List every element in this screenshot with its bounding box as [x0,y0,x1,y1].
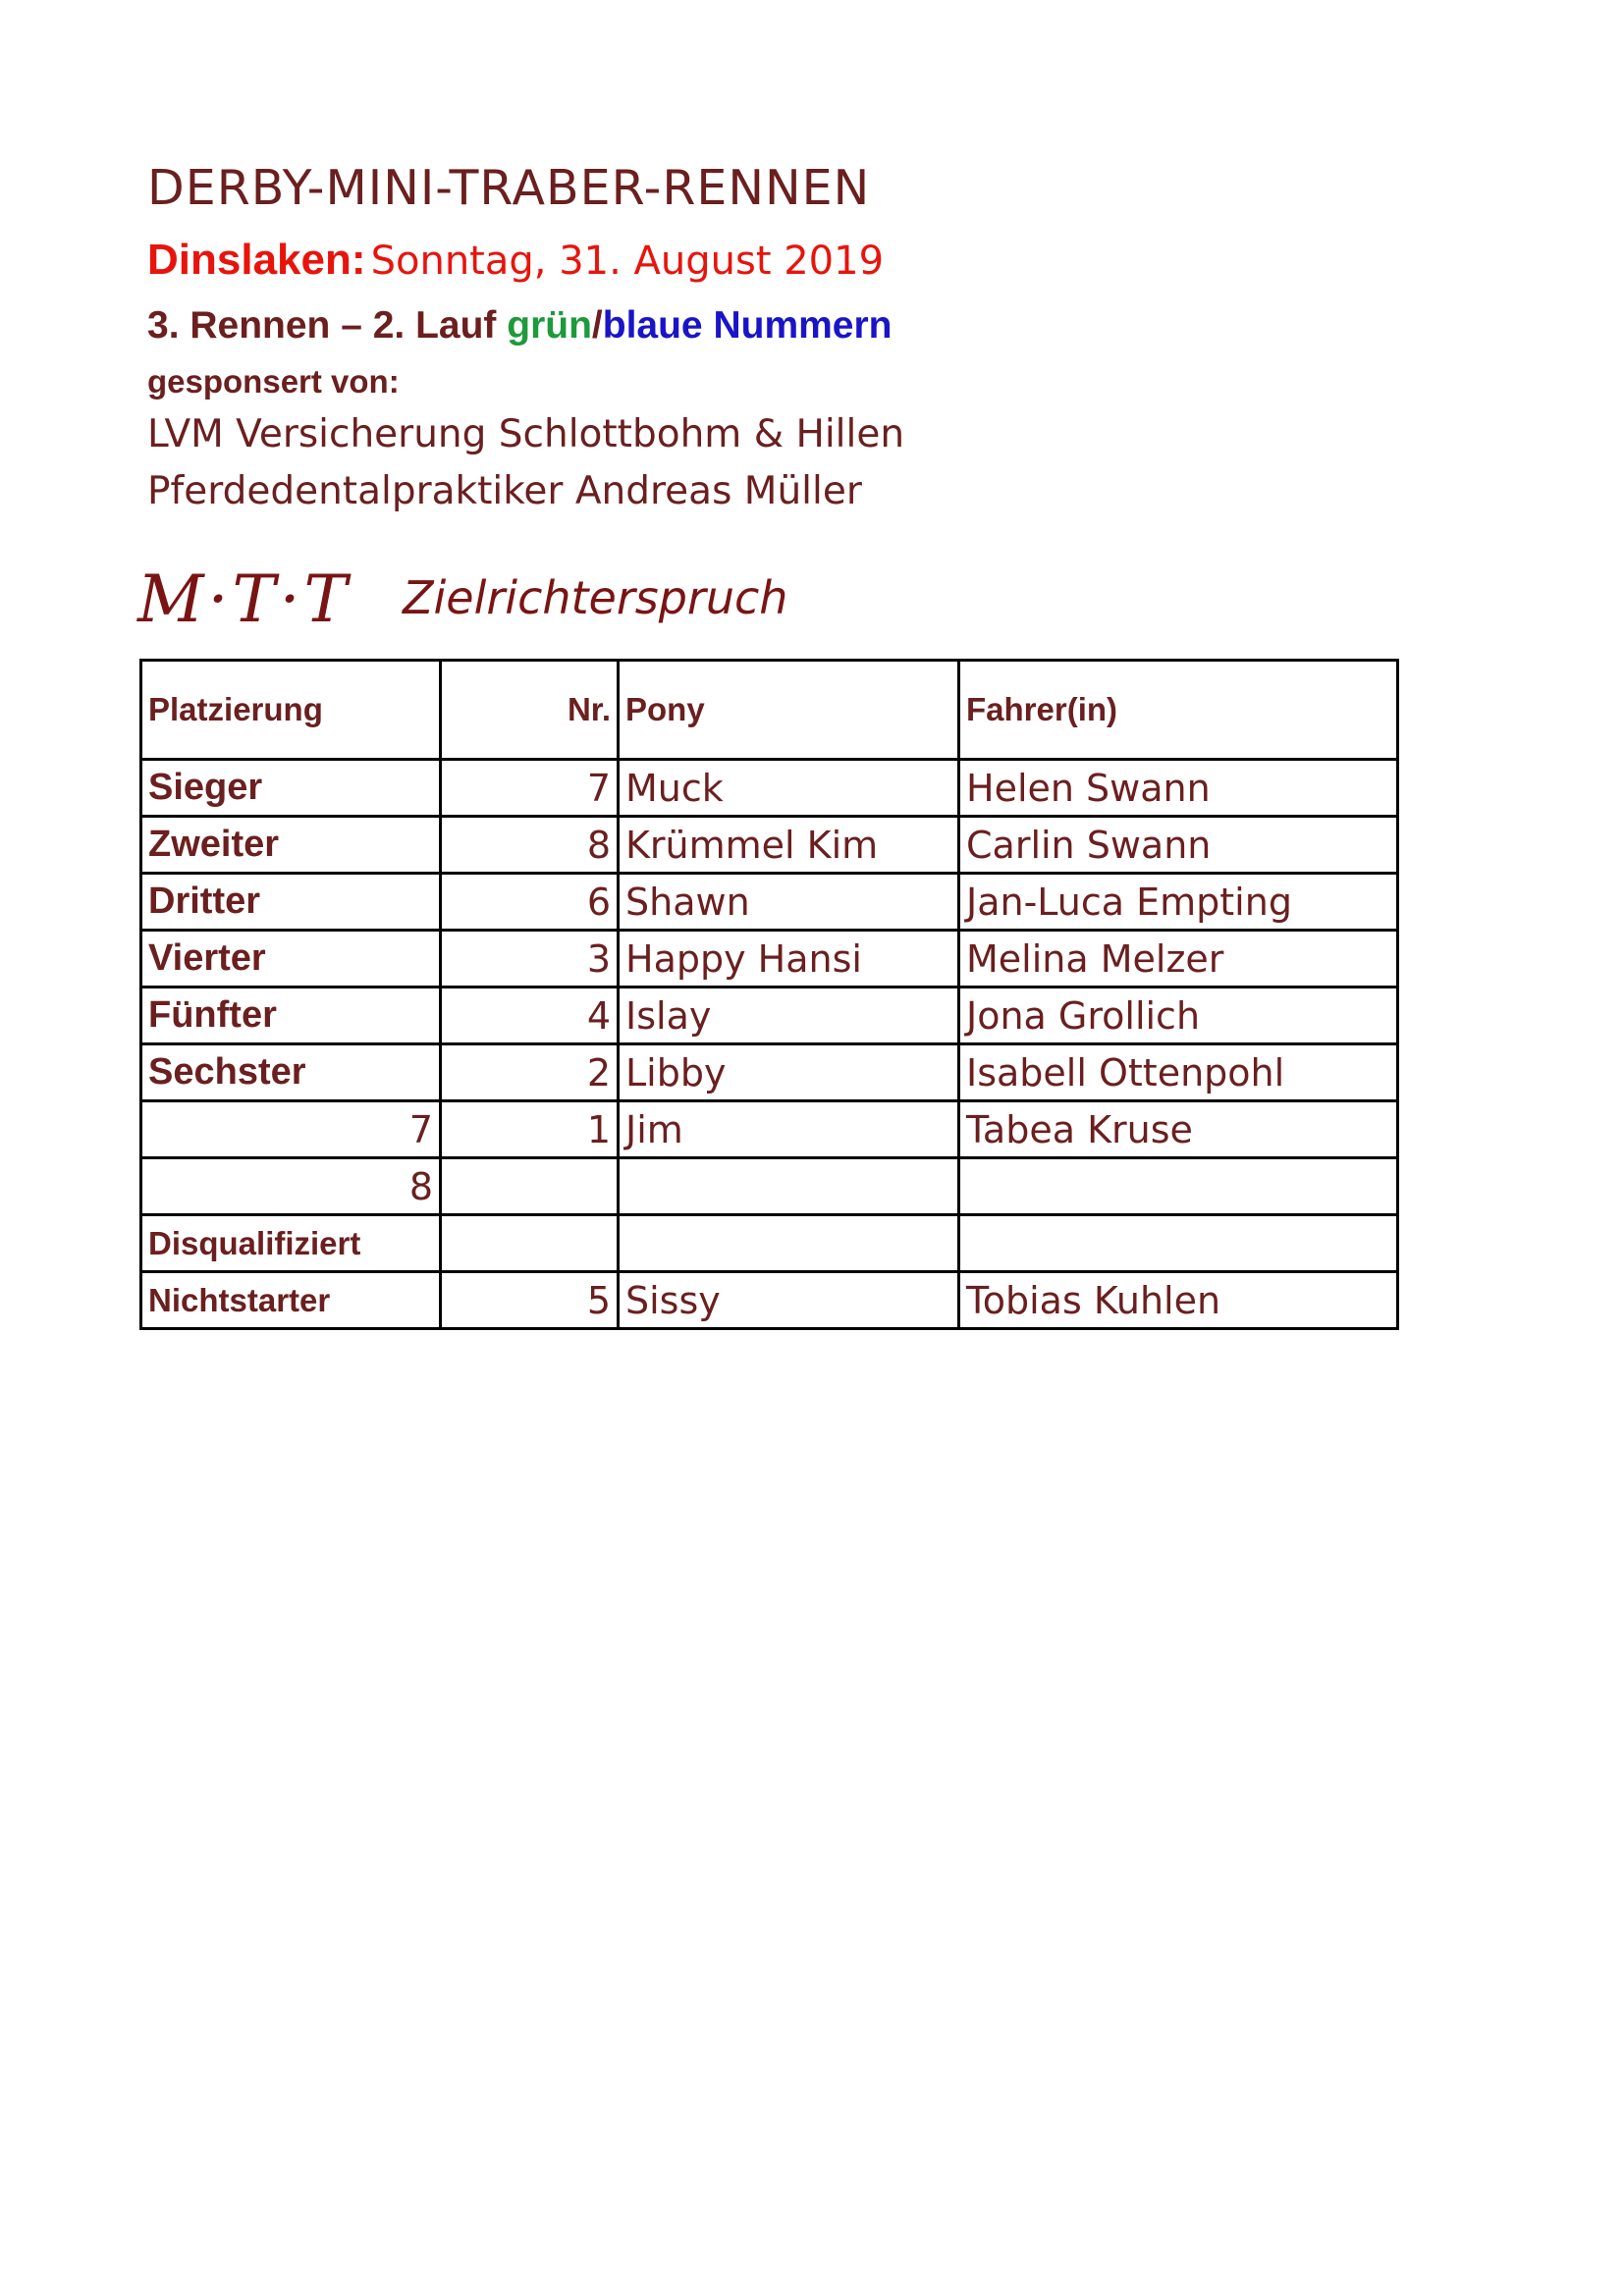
cell-pony [619,1158,959,1215]
cell-pony: Jim [619,1101,959,1158]
cell-number [441,1215,619,1272]
cell-number: 4 [441,988,619,1044]
cell-driver: Tobias Kuhlen [959,1272,1398,1329]
table-row [141,1158,1398,1215]
table-header-row [141,661,1398,760]
column-header-driver: Fahrer(in) [959,661,1398,760]
cell-driver [959,1158,1398,1215]
event-date: Sonntag, 31. August 2019 [370,239,885,284]
race-info [147,304,893,347]
column-header-number: Nr. [441,661,619,760]
cell-placement: Zweiter [141,817,441,874]
race-green-word: grün [507,304,592,347]
cell-pony: Libby [619,1044,959,1101]
table-row [141,1101,1398,1158]
table-row [141,1044,1398,1101]
column-header-placement: Platzierung [141,661,441,760]
cell-pony: Happy Hansi [619,931,959,988]
cell-placement: Sieger [141,760,441,817]
sponsor-line: LVM Versicherung Schlottbohm & Hillen [147,412,905,456]
cell-driver: Melina Melzer [959,931,1398,988]
cell-pony: Islay [619,988,959,1044]
mtt-logo: M·T·T [137,561,352,637]
cell-pony: Muck [619,760,959,817]
cell-pony: Shawn [619,874,959,931]
table-row [141,988,1398,1044]
cell-number: 3 [441,931,619,988]
cell-placement: Nichtstarter [141,1272,441,1329]
cell-placement: Vierter [141,931,441,988]
section-subtitle: Zielrichterspruch [403,571,788,624]
cell-driver: Isabell Ottenpohl [959,1044,1398,1101]
cell-number: 6 [441,874,619,931]
cell-driver: Jona Grollich [959,988,1398,1044]
cell-driver: Carlin Swann [959,817,1398,874]
cell-driver: Tabea Kruse [959,1101,1398,1158]
cell-placement: 8 [141,1158,441,1215]
cell-number [441,1158,619,1215]
page-title: DERBY-MINI-TRABER-RENNEN [147,160,871,216]
cell-number: 2 [441,1044,619,1101]
table-row [141,1215,1398,1272]
event-place: Dinslaken: [147,236,366,284]
cell-placement: Sechster [141,1044,441,1101]
cell-placement: Disqualifiziert [141,1215,441,1272]
table-row [141,931,1398,988]
cell-pony: Krümmel Kim [619,817,959,874]
cell-number: 8 [441,817,619,874]
cell-driver: Helen Swann [959,760,1398,817]
column-header-pony: Pony [619,661,959,760]
cell-number: 7 [441,760,619,817]
cell-number: 1 [441,1101,619,1158]
race-prefix: 3. Rennen – 2. Lauf [147,304,508,347]
cell-placement: Dritter [141,874,441,931]
race-slash: / [591,304,603,347]
table-row [141,1272,1398,1329]
cell-pony [619,1215,959,1272]
event-place-date [147,236,884,285]
sponsor-label: gesponsert von: [147,363,400,400]
cell-driver [959,1215,1398,1272]
cell-driver: Jan-Luca Empting [959,874,1398,931]
cell-placement: Fünfter [141,988,441,1044]
cell-pony: Sissy [619,1272,959,1329]
table-row [141,760,1398,817]
race-blue-words: blaue Nummern [602,304,893,347]
cell-number: 5 [441,1272,619,1329]
results-table [139,659,1399,1330]
sponsor-line: Pferdedentalpraktiker Andreas Müller [147,469,862,513]
cell-placement: 7 [141,1101,441,1158]
table-row [141,874,1398,931]
table-row [141,817,1398,874]
